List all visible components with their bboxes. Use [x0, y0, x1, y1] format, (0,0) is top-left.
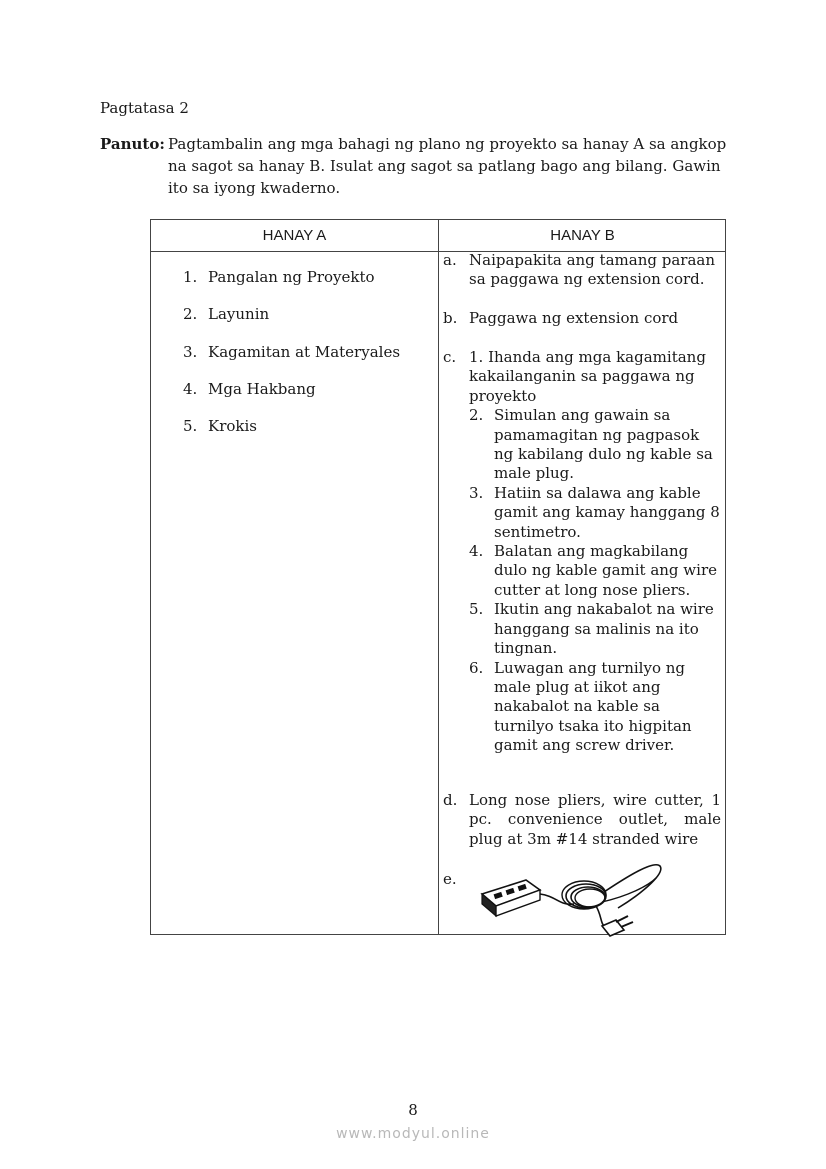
step-text: Simulan ang gawain sa pamamagitan ng pagpasok ng kabilang dulo ng kable sa male plug.: [494, 406, 713, 483]
item-text: Kagamitan at Materyales: [208, 342, 401, 361]
list-item: [183, 380, 400, 417]
step-number: 4.: [469, 542, 484, 561]
option-text: Naipapakita ang tamang paraan sa paggawa ng extension cord.: [469, 251, 715, 289]
instructions-line-2: na sagot sa hanay B. Isulat ang sagot sa patlang bago ang bilang. Gawin: [168, 157, 721, 175]
hanay-a-list: [183, 268, 400, 454]
step-number: 2.: [469, 406, 484, 425]
list-item: [183, 268, 400, 305]
extension-cord-image: [478, 856, 668, 946]
item-text: Layunin: [208, 305, 270, 324]
instructions-line-3: ito sa iyong kwaderno.: [168, 179, 341, 197]
option-letter: d.: [443, 791, 458, 809]
assessment-title: Pagtatasa 2: [100, 99, 189, 117]
step-item: [469, 484, 721, 542]
option-letter: a.: [443, 251, 457, 269]
header-hanay-a: HANAY A: [262, 227, 327, 244]
option-letter: c.: [443, 348, 457, 366]
step-item: [469, 542, 721, 600]
list-item: [183, 305, 400, 342]
step-number: 3.: [469, 483, 484, 502]
option-letter: e.: [443, 870, 457, 888]
item-number: 5.: [183, 417, 198, 436]
option-text: Paggawa ng extension cord: [469, 309, 679, 327]
matching-table: [150, 219, 726, 935]
option-letter: b.: [443, 309, 458, 327]
instructions-line-1: Pagtambalin ang mga bahagi ng plano ng proyekto sa hanay A sa angkop: [168, 135, 727, 153]
item-text: Krokis: [208, 417, 257, 436]
item-number: 3.: [183, 342, 198, 361]
steps-list: [469, 406, 721, 755]
instructions: [100, 133, 730, 199]
step-text: Hatiin sa dalawa ang kable gamit ang kamay hanggang 8 sentimetro.: [494, 483, 720, 541]
list-item: [183, 417, 400, 454]
step-item: [469, 600, 721, 658]
step-text: Balatan ang magkabilang dulo ng kable gamit ang wire cutter at long nose pliers.: [494, 542, 717, 599]
step-1: 1. Ihanda ang mga kagamitang kakailanganin sa paggawa ng proyekto: [469, 348, 706, 405]
option-c: [443, 348, 721, 756]
option-d: [443, 791, 721, 849]
item-text: Pangalan ng Proyekto: [208, 268, 375, 286]
item-number: 4.: [183, 379, 198, 398]
header-hanay-b: HANAY B: [550, 227, 615, 244]
step-number: 6.: [469, 658, 484, 677]
item-number: 1.: [183, 268, 198, 286]
item-number: 2.: [183, 305, 198, 324]
option-text: Long nose pliers, wire cutter, 1 pc. convenience outlet, male plug at 3m #14 stranded wire: [469, 791, 721, 848]
step-item: [469, 659, 721, 756]
step-text: Ikutin ang nakabalot na wire hanggang sa malinis na ito tingnan.: [494, 600, 714, 658]
list-item: [183, 343, 400, 380]
watermark: www.modyul.online: [336, 1126, 490, 1142]
option-a: [443, 251, 721, 290]
step-text: Luwagan ang turnilyo ng male plug at iikot ang nakabalot na kable sa turnilyo tsaka ito higpitan gamit ang screw driver.: [494, 658, 692, 755]
instructions-label: Panuto:: [100, 135, 165, 153]
step-item: [469, 406, 721, 484]
option-b: [443, 309, 721, 328]
column-divider: [438, 220, 439, 934]
item-text: Mga Hakbang: [208, 379, 316, 398]
page-number: 8: [408, 1101, 418, 1119]
step-number: 5.: [469, 600, 484, 619]
